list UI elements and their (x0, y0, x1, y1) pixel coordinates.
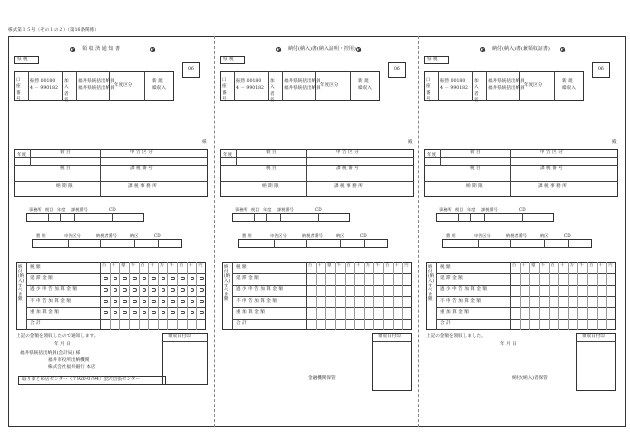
panel1-amount-row-line (26, 296, 206, 297)
panel1-amount-digit-col (139, 262, 140, 330)
panel1-amount-item-label: 延 滞 金 額 (30, 275, 53, 281)
panel1-digit-guide-icon (133, 288, 137, 292)
panel3-amount-item-label: 不 申 告 加 算 金 額 (440, 298, 481, 304)
panel3-amount-digit-col (587, 262, 588, 330)
panel3-account-divider (486, 71, 487, 101)
panel1-digit-guide-icon (181, 288, 185, 292)
panel3-code-strip-2-label: CD (564, 233, 571, 238)
panel2-amount-digit-col (402, 262, 403, 330)
panel2-amount-item-label: 税 額 (236, 264, 247, 270)
panel2-code-strip-2-divider (306, 239, 307, 248)
panel3-account-divider (472, 71, 473, 101)
panel1-digit-guide-icon (152, 300, 156, 304)
panel1-code-strip-2-divider (100, 239, 101, 248)
panel1-digit-guide-icon (123, 288, 127, 292)
panel2-nofu: 納 期 限 (262, 184, 279, 189)
panel1-amount-unit-label: 百 (179, 261, 184, 267)
panel3-amount-digit-col (529, 262, 530, 330)
panel2-honorific: 殿 (408, 140, 413, 145)
panel2-amount-row-line (232, 296, 412, 297)
panel2-punch-icon-left (276, 47, 281, 52)
panel3-code-strip-2-label: 費 用 (446, 233, 456, 238)
panel2-code: 06 (394, 67, 400, 72)
panel2-account-label: 口座番号 (222, 78, 227, 103)
panel2-code-strip-2-label: 費 用 (242, 233, 252, 238)
panel1-amount-unit-label: 百 (140, 261, 145, 267)
panel1-digit-guide-icon (104, 300, 108, 304)
panel1-digit-guide-icon (104, 277, 108, 281)
panel1-amount-digit-col (110, 262, 111, 330)
panel3-punch-icon-right (560, 47, 565, 52)
form-id: 様式第１５号（その１の２）（第16条関係） (8, 28, 99, 33)
panel1-amount-unit-label: 万 (159, 261, 165, 267)
panel1-kazei-joho: 課 税 事 務 所 (128, 184, 157, 189)
panel3-zeimoku: 税 目 (470, 166, 481, 171)
panel2-amount-unit-label: 千 (336, 261, 342, 267)
panel1-kubun: 県 税 (17, 57, 28, 62)
panel2-code-strip-2-label: 納税者番号 (302, 233, 323, 238)
panel1-zeimoku: 税 目 (60, 166, 71, 171)
panel3-nendo: 年度区分 (524, 83, 543, 88)
panel3-code-strip-1-label: 年度 (467, 207, 476, 212)
panel1-amount-unit-label: 十 (150, 261, 155, 267)
panel1-bank-line: 株式会社福井銀行 本店 (48, 365, 96, 370)
panel3-amount-digit-col (597, 262, 598, 330)
panel2-amount-unit-label: 円 (404, 261, 409, 267)
panel3-amount-unit-label: 万 (569, 261, 575, 267)
panel2-account-divider (350, 71, 351, 101)
panel2-amount-digit-col (373, 262, 374, 330)
panel1-code-strip-2-label: 費 用 (36, 233, 46, 238)
panel2-title: 納付(納入)書(納入証明・控用) (288, 46, 356, 52)
panel1-code-strip-1-label: 事務所 (29, 207, 42, 212)
panel1-code-strip-1-label: CD (109, 207, 116, 212)
panel1-digit-guide-icon (123, 300, 127, 304)
panel3-amount-unit-label: 十 (560, 261, 565, 267)
panel2-code-strip-1-label: 税目 (251, 207, 260, 212)
panel1-code-strip-1-divider (112, 213, 113, 222)
panel3-kazei: 課 税 番 号 (540, 166, 563, 171)
panel1-sokan: 費 目 (60, 150, 71, 155)
panel2-bank-footer: 金融機関保管 (308, 376, 336, 381)
panel1-amount-digit-col (196, 262, 197, 330)
panel2-shinkyu: 新 規 繰収入 (358, 79, 372, 91)
panel3-code-strip-2-label: 申告区分 (474, 233, 491, 238)
panel3-account-divider (438, 71, 439, 101)
panel1-amount-item-label: 過 少 申 告 加 算 金 額 (30, 287, 77, 293)
panel2-code-strip-2-label: 申告区分 (270, 233, 287, 238)
panel1-digit-guide-icon (200, 300, 204, 304)
panel2-amount-digit-col (345, 262, 346, 330)
panel3-info-row-line (424, 181, 618, 182)
panel3-amount-item-label: 過 少 申 告 加 算 金 額 (440, 287, 487, 293)
panel2-kazei-joho: 課 税 事 務 所 (334, 184, 363, 189)
panel1-nofu: 納 期 限 (56, 184, 73, 189)
panel1-amount-digit-col (148, 262, 149, 330)
panel2-info-col-a (236, 149, 237, 165)
panel1-bank-line: 福井市役所出納機関 (48, 358, 90, 363)
panel2-info-col-b (306, 149, 307, 197)
panel1-footer-text: 上記の金額を領収したので通知します。 (16, 334, 99, 339)
panel3-amount-unit-label: 十 (521, 261, 526, 267)
panel3-stamp-box-line (576, 341, 616, 342)
panel1-amount-digit-col (187, 262, 188, 330)
panel2-amount-row-line (232, 319, 412, 320)
panel3-code-strip-1-divider (484, 213, 485, 222)
panel2-punch-icon-right (356, 47, 361, 52)
panel2-code-strip-1-divider (318, 213, 319, 222)
panel1-digit-guide-icon (133, 277, 137, 281)
panel3-code-strip-1 (436, 213, 554, 222)
panel1-amount-unit-label: 千 (130, 261, 136, 267)
panel3-nofu: 納 期 限 (466, 184, 483, 189)
panel2-amount-unit-label: 百 (346, 261, 351, 267)
panel1-digit-guide-icon (152, 288, 156, 292)
panel2-amount-digit-col (364, 262, 365, 330)
panel3-code-strip-1-label: 事務所 (439, 207, 452, 212)
panel1-code-strip-2-label: 納区 (130, 233, 139, 238)
panel3-amount-unit-label: 円 (608, 261, 613, 267)
panel1-code-strip-2-divider (68, 239, 69, 248)
panel1-nendo: 年度区分 (114, 83, 133, 88)
panel1-amount-row-line (26, 319, 206, 320)
panel3-title: 納付(納入)書(兼領収証書) (492, 46, 550, 52)
panel3-amount-unit-label: 百 (550, 261, 555, 267)
panel1-digit-guide-icon (181, 300, 185, 304)
panel2-amount-unit-label: 千 (375, 261, 380, 267)
panel3-sokan: 費 目 (470, 150, 481, 155)
panel1-code: 06 (188, 67, 194, 72)
panel2-amount-unit-label: 十 (394, 261, 399, 267)
panel2-amount-row-line (232, 285, 412, 286)
panel2-code-strip-2-divider (274, 239, 275, 248)
panel1-amount-digit-col (119, 262, 120, 330)
panel2-code-strip-1-label: 年度 (263, 207, 272, 212)
panel2-amount-unit-label: 億 (327, 261, 332, 267)
panel3-info-col-a (440, 149, 441, 165)
panel3-code-strip-1-divider (522, 213, 523, 222)
panel2-shinkoku: 申 告 区 分 (336, 150, 359, 155)
panel2-code-strip-1-divider (280, 213, 281, 222)
panel3-code-strip-2-divider (568, 239, 569, 248)
panel1-amount-item-label: 重 加 算 金 額 (30, 309, 59, 315)
panel1-digit-guide-icon (104, 288, 108, 292)
panel2-code-strip-1-label: CD (315, 207, 322, 212)
panel2-amount-digit-col (393, 262, 394, 330)
panel3-code-strip-2-label: 納税者番号 (506, 233, 527, 238)
panel3-amount-row-line (436, 296, 616, 297)
panel1-code-strip-2-label: CD (154, 233, 161, 238)
panel1-info-col-a (30, 149, 31, 165)
panel3-code-strip-1-label: 税目 (455, 207, 464, 212)
panel1-code-strip-1-label: 課税番号 (71, 207, 88, 212)
panel3-account-label: 口座番号 (426, 78, 431, 103)
panel2-amount-digit-col (354, 262, 355, 330)
panel2-code-strip-1 (232, 213, 350, 222)
panel1-account-divider (144, 71, 145, 101)
panel1-info-row-line-mid (14, 157, 208, 158)
panel1-code-strip-2-divider (158, 239, 159, 248)
panel2-stamp-label: 領収日付印 (378, 334, 401, 339)
panel2-sokan: 費 目 (266, 150, 277, 155)
panel1-amount-unit-label: 十 (188, 261, 193, 267)
panel1-amount-unit-label: 億 (121, 261, 126, 267)
panel3-amount-unit-label: 百 (512, 261, 517, 267)
panel1-info-row-line (14, 165, 208, 166)
panel1-info-col-b (100, 149, 101, 197)
panel3-footer-text: 上記の金額を領収しました。 (426, 334, 486, 339)
panel2-nendo: 年度区分 (320, 83, 339, 88)
panel3-code-strip-2-divider (478, 239, 479, 248)
panel1-account-value: 振替 00180 4 － 990182 (30, 79, 58, 91)
perforation-2 (418, 36, 419, 427)
panel1-shinkyu: 新 規 繰収入 (152, 79, 166, 91)
panel1-account-divider (62, 71, 63, 101)
panel1-amount-unit-label: 千 (169, 261, 174, 267)
panel2-code-strip-2-label: CD (360, 233, 367, 238)
panel2-code-strip-1-label: 課税番号 (277, 207, 294, 212)
panel3-amount-digit-col (549, 262, 550, 330)
panel3-amount-row-line (436, 319, 616, 320)
panel2-account-divider (234, 71, 235, 101)
panel2-info-row-line-mid (220, 157, 414, 158)
panel3-amount-item-label: 合 計 (440, 321, 451, 327)
panel3-code-strip-2-label: 納区 (540, 233, 549, 238)
panel1-bank-line: 福井県統括出納員(会計局) 様 (20, 351, 81, 356)
panel2-side-label: 納付(納入)すべき額 (224, 265, 231, 303)
panel2-account-divider (282, 71, 283, 101)
panel3-info-row-line (424, 165, 618, 166)
panel2-amount-row-line (232, 273, 412, 274)
panel3-account-divider (554, 71, 555, 101)
panel1-code-strip-2-label: 納税者番号 (96, 233, 117, 238)
panel3-amount-digit-col (606, 262, 607, 330)
panel2-amount-item-label: 不 申 告 加 算 金 額 (236, 298, 277, 304)
panel3-amount-item-label: 延 滞 金 額 (440, 275, 463, 281)
panel2-amount-digit-col (383, 262, 384, 330)
panel1-side-label: 納付(納入)すべき額 (18, 265, 25, 303)
panel1-shinkoku: 申 告 区 分 (130, 150, 153, 155)
panel1-info-row-line (14, 181, 208, 182)
panel1-amount-row-line (26, 273, 206, 274)
panel3-code-strip-2-divider (510, 239, 511, 248)
panel3-honorific: 殿 (612, 140, 617, 145)
panel2-stamp-box-line (372, 341, 412, 342)
panel3-side-label: 納付(納入)すべき額 (428, 265, 435, 303)
panel3-code-strip-1-divider (458, 213, 459, 222)
panel1-amount-unit-label: 百 (102, 261, 107, 267)
panel1-digit-guide-icon (133, 311, 137, 315)
panel2-account-divider (268, 71, 269, 101)
panel1-code-strip-1 (26, 213, 144, 222)
panel2-amount-unit-label: 十 (356, 261, 361, 267)
panel3-amount-digit-col (558, 262, 559, 330)
panel2-holder-label: 加入者名 (270, 79, 275, 104)
panel1-code-strip-1-divider (60, 213, 61, 222)
panel1-stamp-box-line (162, 341, 208, 342)
panel3-kazei-joho: 課 税 事 務 所 (538, 184, 567, 189)
panel3-punch-icon-left (480, 47, 485, 52)
panel1-account-label: 口座番号 (16, 78, 21, 103)
panel1-title: 領 収 済 通 知 書 (82, 46, 120, 52)
panel2-info-row-line (220, 165, 414, 166)
panel3-amount-unit-label: 十 (598, 261, 603, 267)
panel2-amount-digit-col (335, 262, 336, 330)
panel2-amount-item-label: 重 加 算 金 額 (236, 309, 265, 315)
panel1-punch-icon-right (150, 47, 155, 52)
panel3-amount-row-line (436, 285, 616, 286)
panel3-amount-unit-label: 千 (579, 261, 584, 267)
panel3-amount-digit-col (539, 262, 540, 330)
panel3-amount-row-line (436, 307, 616, 308)
panel2-code-strip-2-divider (340, 239, 341, 248)
panel2-amount-item-label: 過 少 申 告 加 算 金 額 (236, 287, 283, 293)
panel2-kazei: 課 税 番 号 (336, 166, 359, 171)
panel3-holder-value: 福井県統括出納員 福井県統括出納員 (488, 79, 525, 91)
panel3-code-strip-2-divider (544, 239, 545, 248)
panel1-code-strip-1-divider (74, 213, 75, 222)
panel3-kubun: 県 税 (427, 57, 438, 62)
panel2-account-value: 振替 00180 4 － 990182 (236, 79, 264, 91)
panel3-code-strip-1-divider (470, 213, 471, 222)
panel1-code-strip-1-divider (48, 213, 49, 222)
perforation-1 (214, 36, 215, 427)
panel1-digit-guide-icon (200, 288, 204, 292)
panel3-info-row-line-mid (424, 157, 618, 158)
panel1-amount-unit-label: 十 (111, 261, 116, 267)
panel1-code-strip-2-label: 申告区分 (64, 233, 81, 238)
panel3-shinkyu: 新 規 繰収入 (562, 79, 576, 91)
panel2-amount-item-label: 延 滞 金 額 (236, 275, 259, 281)
panel2-amount-unit-label: 万 (365, 261, 371, 267)
panel2-amount-unit-label: 十 (317, 261, 322, 267)
panel1-digit-guide-icon (143, 288, 147, 292)
panel1-amount-item-label: 税 額 (30, 264, 41, 270)
panel2-code-strip-1-divider (254, 213, 255, 222)
panel2-amount-digit-col (316, 262, 317, 330)
panel1-nen: 年度 (17, 153, 27, 158)
panel1-punch-icon-left (70, 47, 75, 52)
panel3-amount-unit-label: 百 (589, 261, 594, 267)
panel1-digit-guide-icon (104, 311, 108, 315)
panel3-code-strip-2 (442, 239, 592, 248)
panel1-digit-guide-icon (171, 300, 175, 304)
panel3-bank-footer: 納付(納入)者保管 (512, 376, 548, 381)
panel2-amount-unit-label: 百 (385, 261, 390, 267)
panel1-date-label: 年 月 日 (54, 342, 71, 347)
panel1-code-strip-1-label: 税目 (45, 207, 54, 212)
panel1-holder-value: 福井県統括出納員 福井県統括出納員 (78, 79, 115, 91)
panel3-amount-item-label: 重 加 算 金 額 (440, 309, 469, 315)
panel1-bottom-box-text: 取りまとめ店センター（〒920-0794）金沢出張センター (22, 377, 141, 382)
panel1-amount-row-line (26, 285, 206, 286)
panel2-code-strip-2 (238, 239, 388, 248)
panel1-amount-digit-col (129, 262, 130, 330)
panel2-zeimoku: 税 目 (266, 166, 277, 171)
panel3-amount-digit-col (520, 262, 521, 330)
panel2-amount-row-line (232, 307, 412, 308)
panel1-digit-guide-icon (171, 288, 175, 292)
panel2-kubun: 県 税 (223, 57, 234, 62)
panel3-nen: 年度 (427, 153, 437, 158)
panel3-code: 06 (598, 67, 604, 72)
panel1-amount-unit-label: 円 (198, 261, 203, 267)
panel3-shinkoku: 申 告 区 分 (540, 150, 563, 155)
panel1-amount-row-line (26, 307, 206, 308)
panel3-code-strip-1-label: 課税番号 (481, 207, 498, 212)
panel2-code-strip-2-label: 納区 (336, 233, 345, 238)
panel1-amount-item-label: 合 計 (30, 321, 41, 327)
panel3-holder-label: 加入者名 (474, 79, 479, 104)
panel1-amount-digit-col (167, 262, 168, 330)
panel3-amount-item-label: 税 額 (440, 264, 451, 270)
panel1-code-strip-2 (32, 239, 182, 248)
panel2-code-strip-1-divider (266, 213, 267, 222)
panel1-code-strip-2-divider (134, 239, 135, 248)
panel1-stamp-label: 領収日付印 (168, 334, 191, 339)
panel1-amount-digit-col (158, 262, 159, 330)
panel1-account-divider (28, 71, 29, 101)
panel2-code-strip-2-divider (364, 239, 365, 248)
panel3-amount-unit-label: 千 (540, 261, 546, 267)
panel3-stamp-label: 領収日付印 (582, 334, 605, 339)
panel2-code-strip-1-label: 事務所 (235, 207, 248, 212)
panel1-code-strip-1-label: 年度 (57, 207, 66, 212)
panel1-holder-label: 加入者名 (64, 79, 69, 104)
panel2-holder-value: 福井県統括出納員 福井県統括出納員 (284, 79, 321, 91)
panel3-amount-row-line (436, 273, 616, 274)
panel2-nen: 年度 (223, 153, 233, 158)
panel3-amount-digit-col (577, 262, 578, 330)
panel3-code-strip-1-label: CD (519, 207, 526, 212)
panel1-account-divider (76, 71, 77, 101)
panel1-amount-digit-col (177, 262, 178, 330)
panel3-info-col-b (510, 149, 511, 197)
panel3-date-label: 年 月 日 (500, 342, 517, 347)
panel2-amount-digit-col (325, 262, 326, 330)
panel1-amount-item-label: 不 申 告 加 算 金 額 (30, 298, 71, 304)
panel2-amount-item-label: 合 計 (236, 321, 247, 327)
panel3-account-value: 振替 00180 4 － 990182 (440, 79, 468, 91)
panel1-honorific: 様 (202, 140, 207, 145)
panel1-digit-guide-icon (133, 300, 137, 304)
panel3-amount-unit-label: 億 (531, 261, 536, 267)
panel3-amount-digit-col (568, 262, 569, 330)
panel2-info-row-line (220, 181, 414, 182)
panel2-amount-unit-label: 百 (308, 261, 313, 267)
panel1-kazei: 課 税 番 号 (130, 166, 153, 171)
